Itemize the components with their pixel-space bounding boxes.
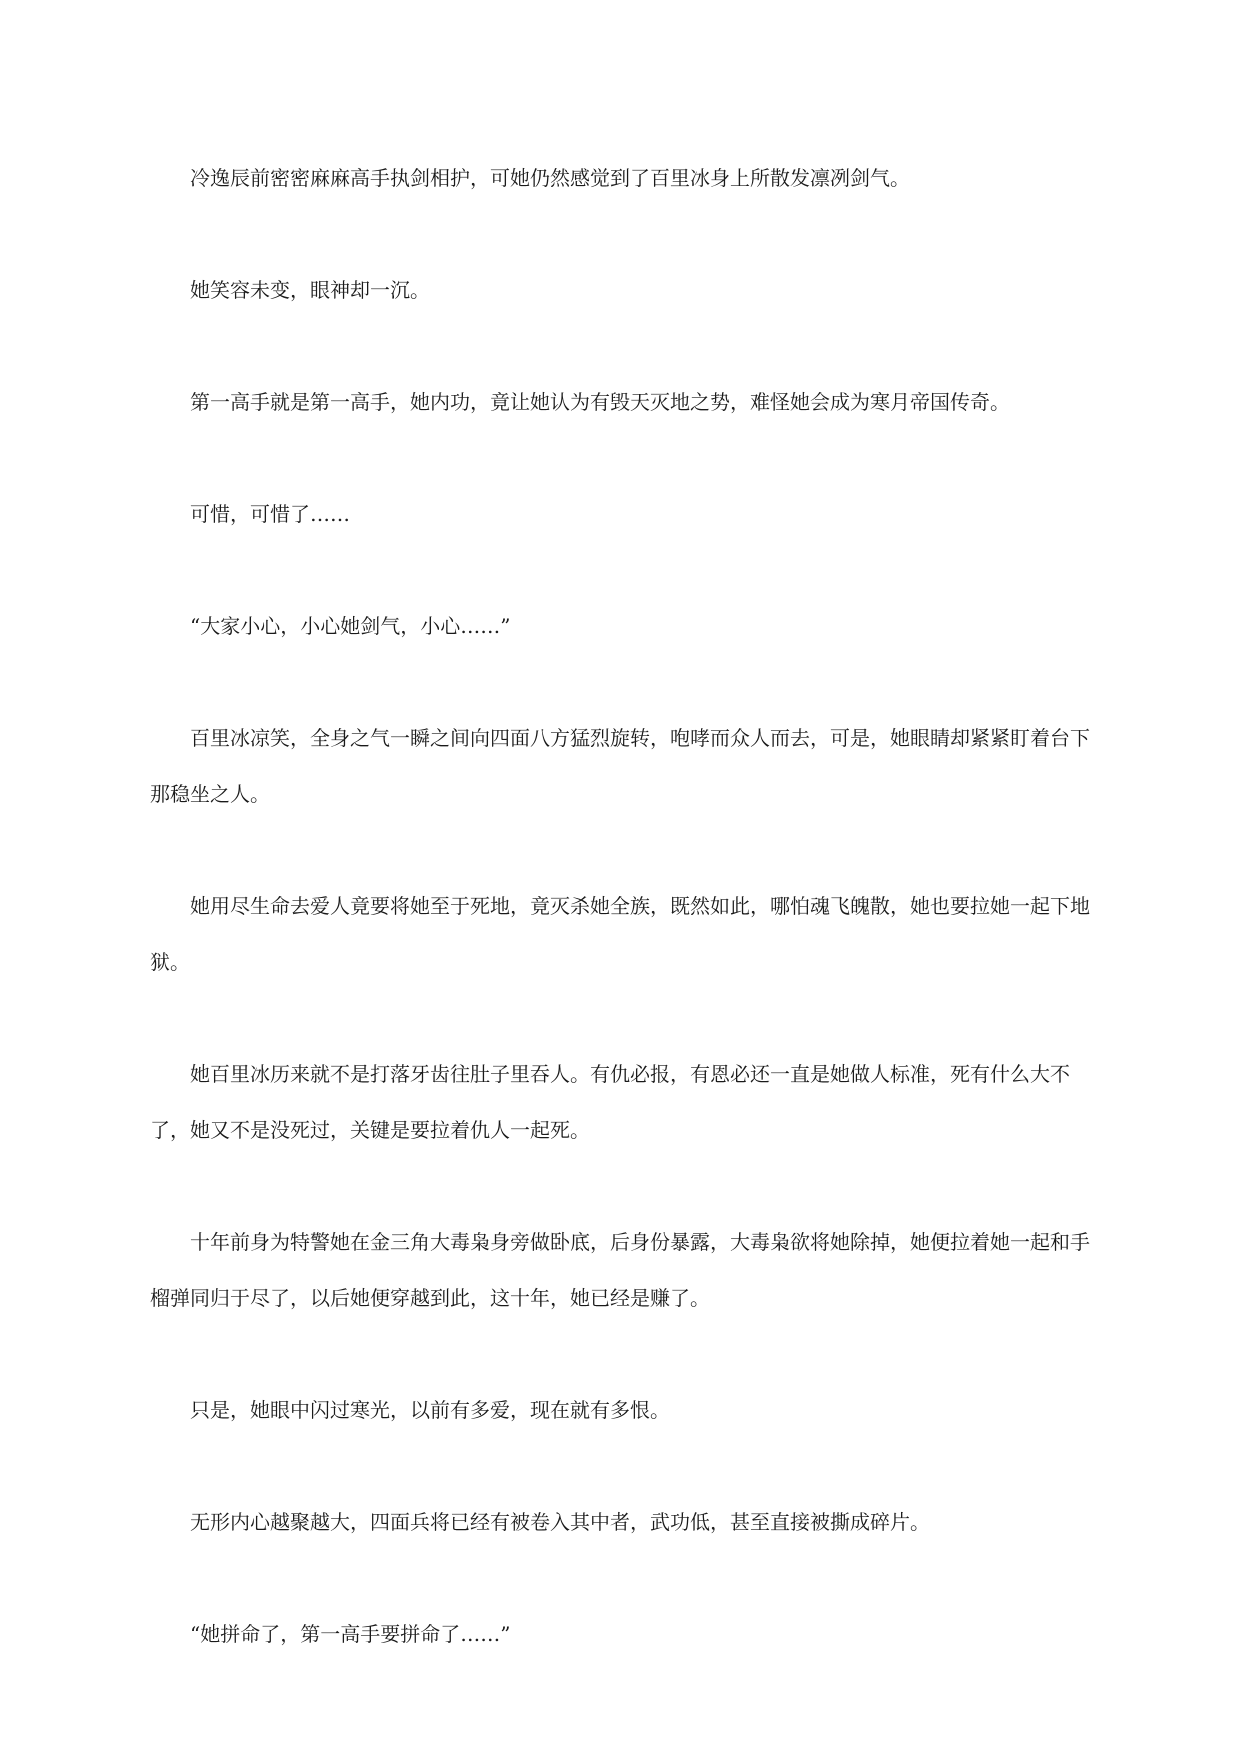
paragraph: 她笑容未变，眼神却一沉。 [190,278,430,302]
paragraph: “大家小心，小心她剑气，小心……” [190,614,511,638]
paragraph: “她拼命了，第一高手要拼命了……” [190,1622,511,1646]
document-body [150,150,1100,1718]
paragraph: 她百里冰历来就不是打落牙齿往肚子里吞人。有仇必报，有恩必还一直是她做人标准，死有什么大不了，她又不是没死过，关键是要拉着仇人一起死。 [150,1062,1070,1142]
paragraph: 无形内心越聚越大，四面兵将已经有被卷入其中者，武功低，甚至直接被撕成碎片。 [190,1510,930,1534]
paragraph: 百里冰凉笑，全身之气一瞬之间向四面八方猛烈旋转，咆哮而众人而去，可是，她眼睛却紧紧盯着台下那稳坐之人。 [150,726,1090,806]
paragraph: 冷逸辰前密密麻麻高手执剑相护，可她仍然感觉到了百里冰身上所散发凛冽剑气。 [190,166,910,190]
paragraph: 只是，她眼中闪过寒光，以前有多爱，现在就有多恨。 [190,1398,670,1422]
paragraph: 十年前身为特警她在金三角大毒枭身旁做卧底，后身份暴露，大毒枭欲将她除掉，她便拉着她一起和手榴弹同归于尽了，以后她便穿越到此，这十年，她已经是赚了。 [150,1230,1090,1310]
paragraph: 第一高手就是第一高手，她内功，竟让她认为有毁天灭地之势，难怪她会成为寒月帝国传奇。 [190,390,1010,414]
paragraph: 她用尽生命去爱人竟要将她至于死地，竟灭杀她全族，既然如此，哪怕魂飞魄散，她也要拉她一起下地狱。 [150,894,1090,974]
paragraph: 可惜，可惜了…… [190,502,350,526]
